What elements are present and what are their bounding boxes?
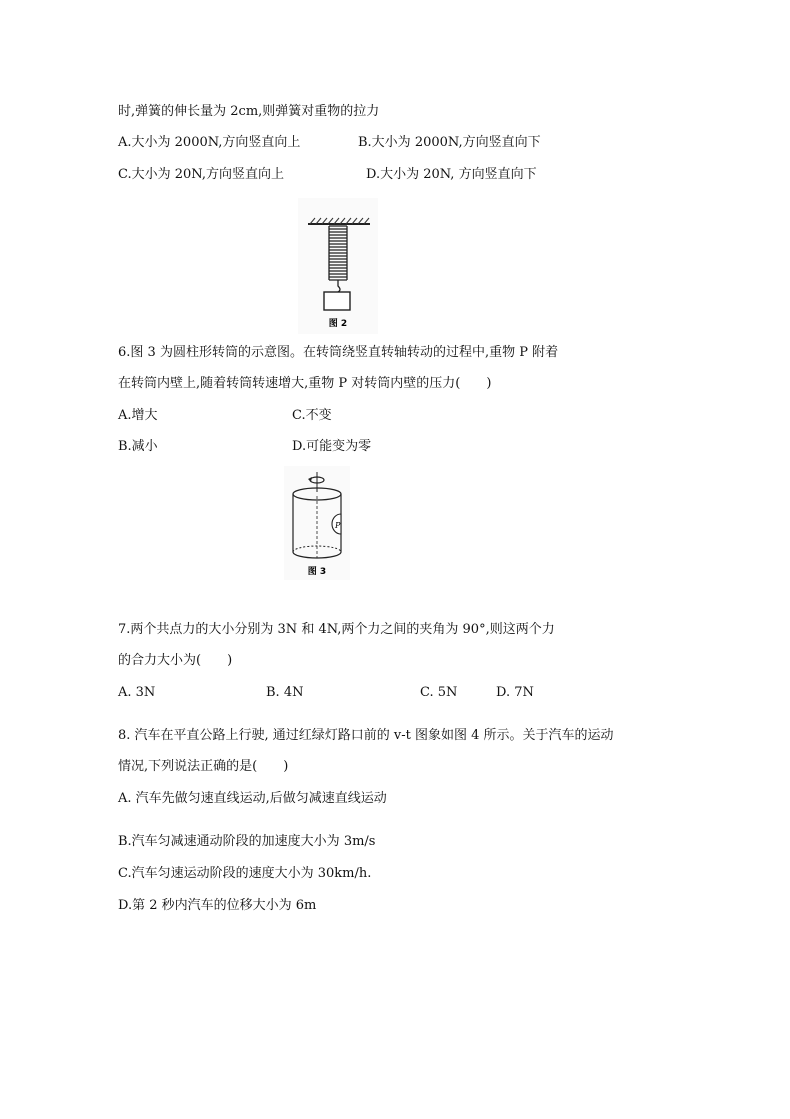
q5-option-c[interactable]: C.大小为 20N,方向竖直向上 [118,167,284,182]
q6-option-a[interactable]: A.增大 [118,408,158,423]
q7-stem-line2: 的合力大小为( ) [118,653,233,668]
q6-option-b[interactable]: B.减小 [118,439,158,454]
figure-2-spring [298,198,378,334]
q8-stem-line2: 情况,下列说法正确的是( ) [118,759,289,774]
q5-option-b[interactable]: B.大小为 2000N,方向竖直向下 [358,135,541,150]
q7-option-c[interactable]: C. 5N [420,685,458,700]
q5-option-d[interactable]: D.大小为 20N, 方向竖直向下 [366,167,537,182]
q5-option-a[interactable]: A.大小为 2000N,方向竖直向上 [118,135,301,150]
q6-option-c[interactable]: C.不变 [292,408,332,423]
q8-option-d[interactable]: D.第 2 秒内汽车的位移大小为 6m [118,898,317,913]
q6-option-d[interactable]: D.可能变为零 [292,439,372,454]
q6-stem-line2: 在转筒内壁上,随着转筒转速增大,重物 P 对转筒内壁的压力( ) [118,376,492,391]
cylinder-diagram [284,466,350,580]
q8-option-b[interactable]: B.汽车匀减速通动阶段的加速度大小为 3m/s [118,834,376,849]
weight-block [324,292,350,310]
weight-p-label: P [335,521,341,530]
q8-stem-line1: 8. 汽车在平直公路上行驶, 通过红绿灯路口前的 v-t 图象如图 4 所示。关于汽车的运动 [118,728,614,743]
figure-3-caption: 图 3 [307,567,327,577]
q6-stem-line1: 6.图 3 为圆柱形转筒的示意图。在转筒绕竖直转轴转动的过程中,重物 P 附着 [118,345,559,360]
q7-option-d[interactable]: D. 7N [496,685,534,700]
q5-stem-tail: 时,弹簧的伸长量为 2cm,则弹簧对重物的拉力 [118,104,380,119]
q8-option-c[interactable]: C.汽车匀速运动阶段的速度大小为 30km/h. [118,866,372,881]
spring-diagram [298,198,378,334]
figure-3-cylinder [284,466,350,580]
q7-option-a[interactable]: A. 3N [118,685,156,700]
figure-2-caption: 图 2 [328,319,348,329]
q7-stem-line1: 7.两个共点力的大小分别为 3N 和 4N,两个力之间的夹角为 90°,则这两个力 [118,622,555,637]
q8-option-a[interactable]: A. 汽车先做匀速直线运动,后做匀减速直线运动 [118,791,387,806]
q7-option-b[interactable]: B. 4N [266,685,304,700]
